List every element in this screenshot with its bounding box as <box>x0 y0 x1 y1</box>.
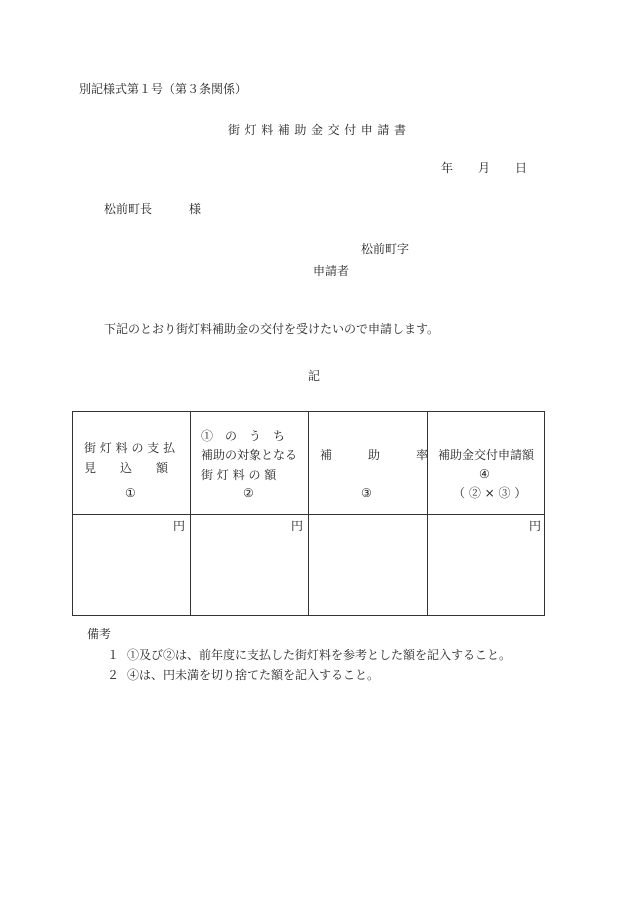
date-month-label: 月 <box>478 161 491 175</box>
date-day-label: 日 <box>515 161 528 175</box>
ki-heading: 記 <box>308 369 321 383</box>
header-2-mark: ② <box>243 486 254 500</box>
unit-yen-2: 円 <box>291 519 304 533</box>
header-1-line1: 街 灯 料 の 支 払 <box>84 441 176 455</box>
header-3-line1: 補 助 率 <box>320 448 429 462</box>
note-item <box>107 649 511 661</box>
notes-title: 備考 <box>87 627 112 641</box>
unit-yen-1: 円 <box>173 519 186 533</box>
header-4-mark: （ ② × ③ ） <box>453 486 527 500</box>
form-number: 別記様式第１号（第３条関係） <box>79 82 248 96</box>
header-2-line2: 補助の対象となる <box>201 448 298 462</box>
address-label: 松前町字 <box>361 242 410 256</box>
document-title: 街灯料補助金交付申請書 <box>228 123 411 137</box>
application-statement: 下記のとおり街灯料補助金の交付を受けたいので申請します。 <box>104 322 440 336</box>
applicant-label: 申請者 <box>313 264 350 278</box>
unit-yen-4: 円 <box>529 519 542 533</box>
header-3-mark: ③ <box>361 486 372 500</box>
header-4-line2: ④ <box>479 467 490 481</box>
addressee: 松前町長 <box>104 202 153 216</box>
header-2-line3: 街 灯 料 の 額 <box>201 468 277 482</box>
header-1-line2: 見 込 額 <box>84 461 169 475</box>
note-number: ２ <box>107 668 120 682</box>
note-text: ①及び②は、前年度に支払した街灯料を参考とした額を記入すること。 <box>127 648 512 662</box>
note-text: ④は、円未満を切り捨てた額を記入すること。 <box>127 668 380 682</box>
date-year-label: 年 <box>441 161 454 175</box>
row-divider <box>73 514 544 515</box>
header-2-line1: ① の う ち <box>201 429 286 443</box>
application-table <box>72 411 545 616</box>
note-number: １ <box>107 648 120 662</box>
header-1-mark: ① <box>125 486 136 500</box>
header-4-line1: 補助金交付申請額 <box>438 448 535 462</box>
addressee-honorific: 様 <box>189 202 202 216</box>
note-item <box>107 669 379 681</box>
